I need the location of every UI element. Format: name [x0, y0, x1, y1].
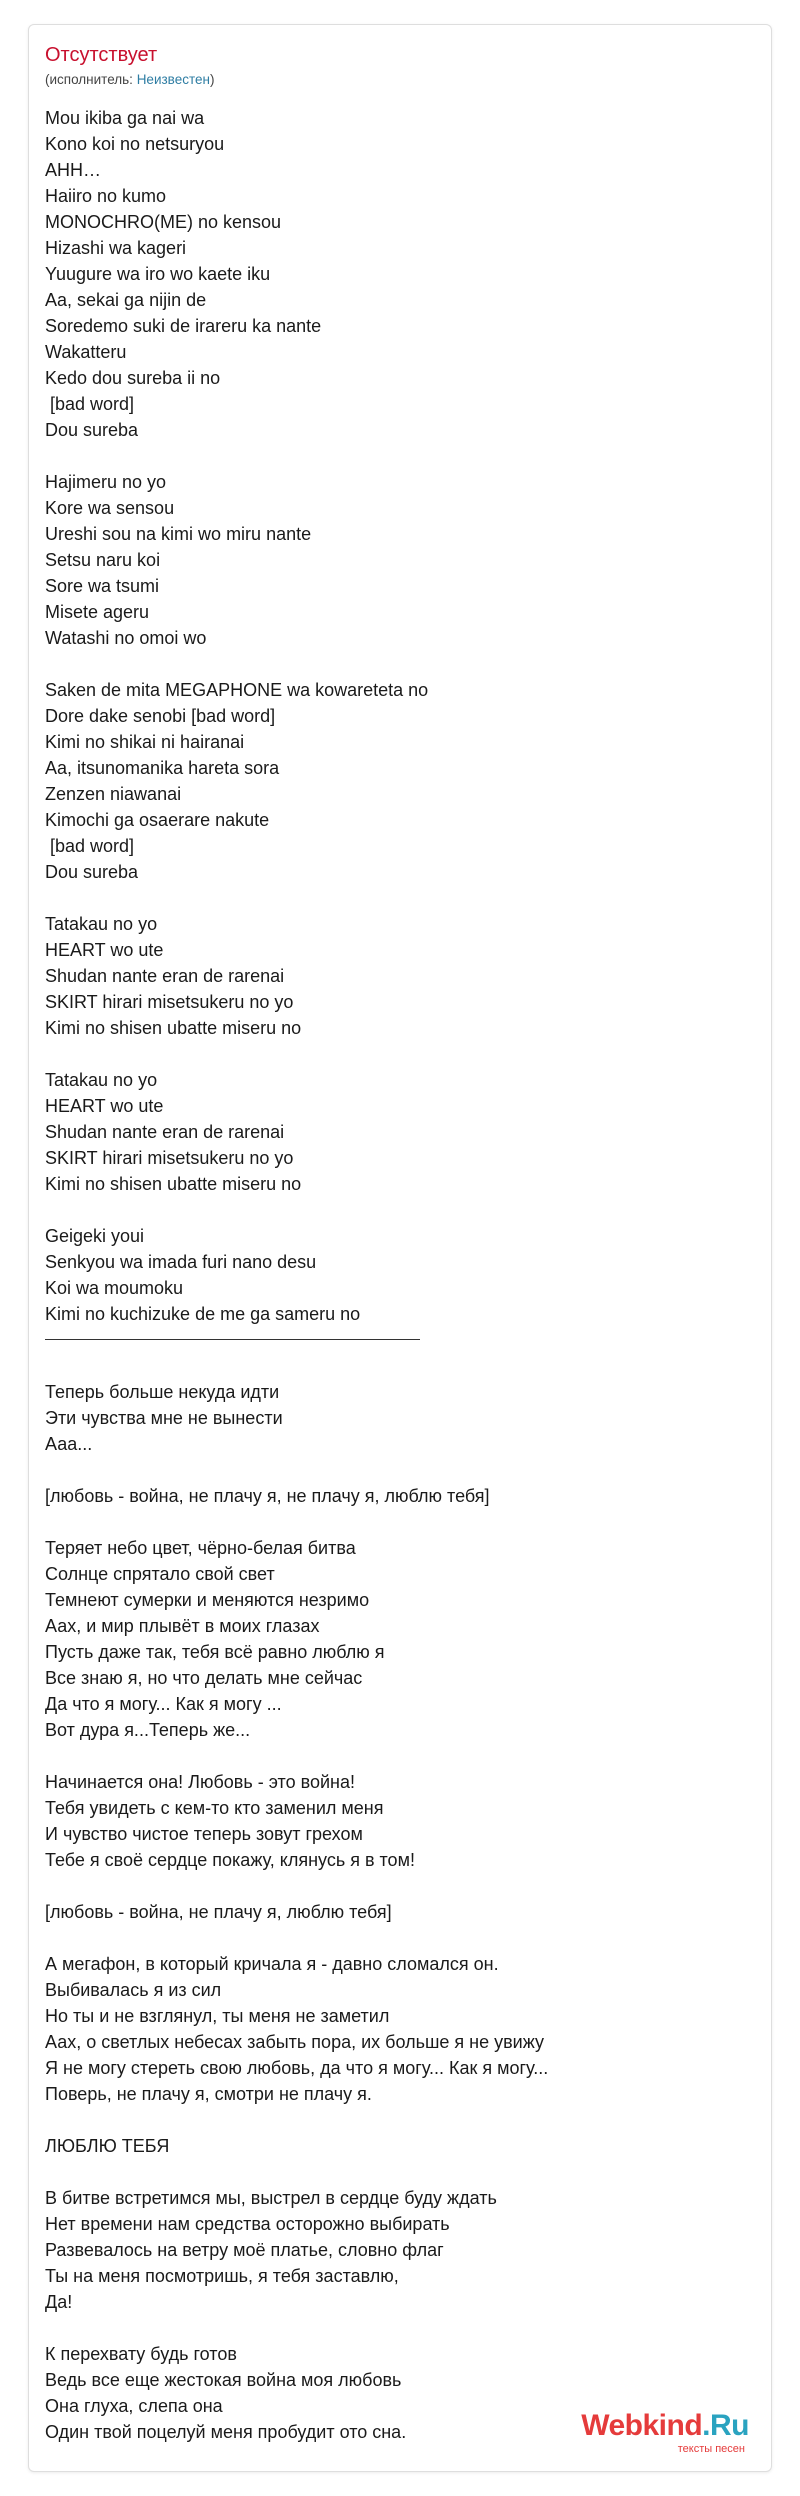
lyric-line: Но ты и не взглянул, ты меня не заметил [45, 2006, 390, 2026]
lyric-line: Kimi no kuchizuke de me ga sameru no [45, 1304, 361, 1324]
lyrics-body [45, 105, 745, 2445]
lyric-line: [bad word] [45, 394, 135, 414]
artist-link[interactable]: Неизвестен [136, 72, 210, 87]
lyrics-card [28, 24, 772, 2472]
lyric-line: Да! [45, 2292, 73, 2312]
blank-line [45, 651, 745, 677]
lyric-line: Солнце спрятало свой свет [45, 1564, 275, 1584]
blank-line [45, 2107, 745, 2133]
lyric-line: Ты на меня посмотришь, я тебя заставлю, [45, 2266, 399, 2286]
lyric-line: Она глуха, слепа она [45, 2396, 223, 2416]
lyric-line: К перехвату будь готов [45, 2344, 237, 2364]
lyric-line: Развевалось на ветру моё платье, словно флаг [45, 2240, 444, 2260]
lyric-line: А мегафон, в который кричала я - давно сломался он. [45, 1954, 499, 1974]
lyric-line: [bad word] [45, 836, 135, 856]
webkind-logo[interactable] [559, 2409, 749, 2457]
blank-line [45, 885, 745, 911]
lyric-line: Поверь, не плачу я, смотри не плачу я. [45, 2084, 372, 2104]
blank-line [45, 1509, 745, 1535]
blank-line [45, 443, 745, 469]
lyric-line: Эти чувства мне не вынести [45, 1408, 283, 1428]
lyric-line: Пусть даже так, тебя всё равно люблю я [45, 1642, 385, 1662]
lyric-line: Dou sureba [45, 862, 139, 882]
lyric-line: Sore wa tsumi [45, 576, 160, 596]
lyric-line: Shudan nante eran de rarenai [45, 1122, 285, 1142]
lyric-line: Вот дура я...Теперь же... [45, 1720, 251, 1740]
song-title: Отсутствует [45, 44, 158, 66]
lyric-line: Aa, itsunomanika hareta sora [45, 758, 280, 778]
lyric-line: Kimi no shisen ubatte miseru no [45, 1174, 302, 1194]
lyric-line: Все знаю я, но что делать мне сейчас [45, 1668, 363, 1688]
lyric-line: HEART wo ute [45, 940, 164, 960]
lyric-line: Начинается она! Любовь - это война! [45, 1772, 355, 1792]
lyric-line: Да что я могу... Как я могу ... [45, 1694, 282, 1714]
lyric-line: [любовь - война, не плачу я, не плачу я, люблю тебя] [45, 1486, 490, 1506]
lyric-line: Senkyou wa imada furi nano desu [45, 1252, 317, 1272]
lyric-line: Haiiro no kumo [45, 186, 167, 206]
lyric-line: Soredemo suki de irareru ka nante [45, 316, 322, 336]
lyric-line: Dore dake senobi [bad word] [45, 706, 276, 726]
lyric-line: Тебя увидеть с кем-то кто заменил меня [45, 1798, 384, 1818]
logo-wordmark [559, 2409, 749, 2443]
lyric-line: Kore wa sensou [45, 498, 175, 518]
lyric-line: В битве встретимся мы, выстрел в сердце буду ждать [45, 2188, 497, 2208]
lyric-line: [любовь - война, не плачу я, люблю тебя] [45, 1902, 392, 1922]
lyric-line: SKIRT hirari misetsukeru no yo [45, 1148, 294, 1168]
lyric-line: Kimochi ga osaerare nakute [45, 810, 270, 830]
lyric-line: И чувство чистое теперь зовут грехом [45, 1824, 363, 1844]
lyric-line: Kedo dou sureba ii no [45, 368, 221, 388]
artist-line [45, 71, 214, 89]
logo-part-ru: .Ru [702, 2409, 749, 2442]
lyric-line: SKIRT hirari misetsukeru no yo [45, 992, 294, 1012]
blank-line [45, 1041, 745, 1067]
lyric-line: Один твой поцелуй меня пробудит ото сна. [45, 2422, 407, 2442]
lyric-line: Я не могу стереть свою любовь, да что я могу... Как я могу... [45, 2058, 549, 2078]
lyric-line: Mou ikiba ga nai wa [45, 108, 205, 128]
lyric-line: Yuugure wa iro wo kaete iku [45, 264, 271, 284]
lyric-line: Нет времени нам средства осторожно выбирать [45, 2214, 450, 2234]
lyric-line: Ведь все еще жестокая война моя любовь [45, 2370, 402, 2390]
lyric-line: Hizashi wa kageri [45, 238, 187, 258]
lyric-line: Тебе я своё сердце покажу, клянусь я в том! [45, 1850, 415, 1870]
lyric-line: Aa, sekai ga nijin de [45, 290, 207, 310]
lyric-line: HEART wo ute [45, 1096, 164, 1116]
lyric-line: Аах, и мир плывёт в моих глазах [45, 1616, 320, 1636]
lyric-line: AHH… [45, 160, 102, 180]
lyric-line: Zenzen niawanai [45, 784, 182, 804]
artist-suffix: ) [209, 72, 215, 87]
lyric-line: Аах, о светлых небесах забыть пора, их больше я не увижу [45, 2032, 544, 2052]
logo-part-webkind: Webkind [581, 2409, 703, 2442]
lyric-line: Geigeki youi [45, 1226, 145, 1246]
blank-line [45, 1873, 745, 1899]
lyric-line: Ureshi sou na kimi wo miru nante [45, 524, 312, 544]
lyric-line: Kimi no shikai ni hairanai [45, 732, 245, 752]
blank-line [45, 1925, 745, 1951]
blank-line [45, 2159, 745, 2185]
lyric-line: Tatakau no yo [45, 1070, 158, 1090]
logo-tagline: тексты песен [677, 2443, 745, 2455]
blank-line [45, 2315, 745, 2341]
lyric-line: Tatakau no yo [45, 914, 158, 934]
lyric-line: Теперь больше некуда идти [45, 1382, 280, 1402]
lyric-line: Dou sureba [45, 420, 139, 440]
lyric-line: Hajimeru no yo [45, 472, 167, 492]
blank-line [45, 1197, 745, 1223]
artist-prefix: (исполнитель: [45, 72, 137, 87]
lyric-line: MONOCHRO(ME) no kensou [45, 212, 282, 232]
section-divider [45, 1327, 420, 1353]
lyric-line: Выбивалась я из сил [45, 1980, 222, 2000]
blank-line [45, 1743, 745, 1769]
lyric-line: Saken de mita MEGAPHONE wa kowareteta no [45, 680, 429, 700]
lyric-line: Kono koi no netsuryou [45, 134, 225, 154]
lyric-line: ЛЮБЛЮ ТЕБЯ [45, 2136, 170, 2156]
lyric-line: Misete ageru [45, 602, 150, 622]
lyric-line: Ааа... [45, 1434, 93, 1454]
lyric-line: Shudan nante eran de rarenai [45, 966, 285, 986]
blank-line [45, 1457, 745, 1483]
lyric-line: Setsu naru koi [45, 550, 161, 570]
lyric-line: Wakatteru [45, 342, 127, 362]
lyric-line: Watashi no omoi wo [45, 628, 207, 648]
lyric-line: Темнеют сумерки и меняются незримо [45, 1590, 370, 1610]
lyric-line: Kimi no shisen ubatte miseru no [45, 1018, 302, 1038]
lyric-line: Теряет небо цвет, чёрно-белая битва [45, 1538, 356, 1558]
lyric-line: Koi wa moumoku [45, 1278, 184, 1298]
blank-line [45, 1353, 745, 1379]
